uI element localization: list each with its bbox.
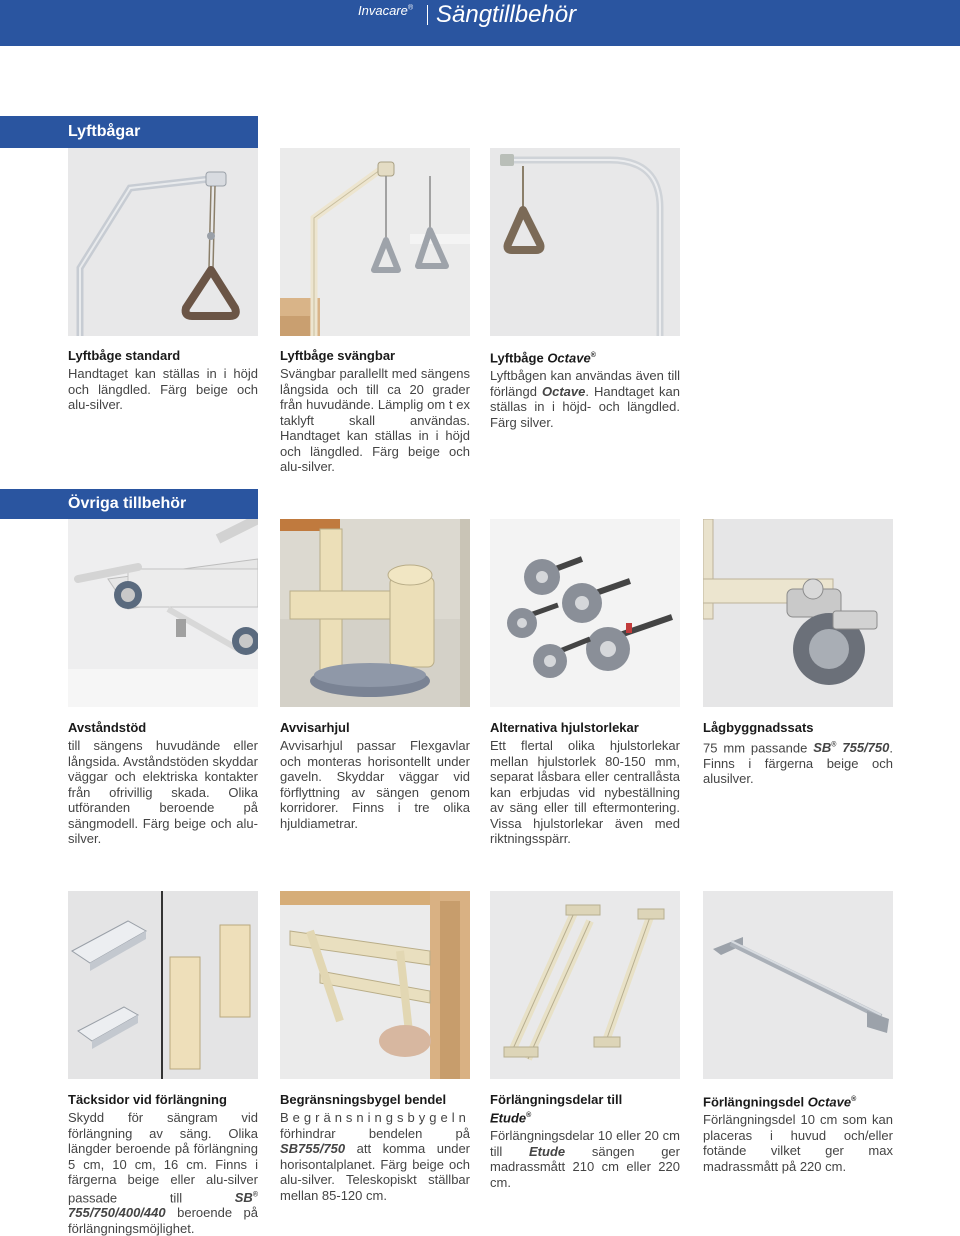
cover-panels-photo — [68, 891, 258, 1079]
product-limiting-bracket — [280, 1092, 470, 1203]
product-title: Avståndstöd — [68, 720, 147, 735]
product-cover-panels — [68, 1092, 258, 1236]
lift-pole-standard-photo — [68, 148, 258, 336]
limiting-bracket-photo — [280, 891, 470, 1079]
product-description: Begränsningsbygeln förhindrar bendelen på SB755/750 att komma under horisontalplanet. Färg beige och alu-silver. Teleskopiskt ställbar mellan 85-120 cm. — [280, 1110, 470, 1203]
product-title: Täcksidor vid förlängning — [68, 1092, 227, 1107]
section-heading-lift: Lyftbågar — [0, 116, 258, 148]
product-description: Förlängningsdelar 10 eller 20 cm till Etude sängen ger madrassmått 210 cm eller 220 cm. — [490, 1128, 680, 1190]
section-heading-other: Övriga tillbehör — [0, 489, 258, 519]
product-lift-pole-standard — [68, 348, 258, 413]
brand-name: Invacare® — [358, 3, 414, 18]
product-lift-pole-octave — [490, 348, 680, 430]
lift-pole-swing-photo — [280, 148, 470, 336]
product-title: Lyftbåge Octave® — [490, 350, 596, 366]
product-lift-pole-swing — [280, 348, 470, 475]
product-title: Begränsningsbygel bendel — [280, 1092, 447, 1107]
product-title: Avvisarhjul — [280, 720, 350, 735]
lift-pole-octave-photo — [490, 148, 680, 336]
product-description: Ett flertal olika hjulstorlekar mellan hjulstorlek 80-150 mm, separat låsbara eller centrallåsta kan erbjudas vid nybeställning av säng eller till eftermontering. Vissa hjulstorlekar även med riktningsspärr. — [490, 738, 680, 846]
product-description: Avvisarhjul passar Flexgavlar och monteras horisontellt under gaveln. Skyddar väggar vid förflyttning av sängen genom korridorer. Finns i tre olika hjuldiametrar. — [280, 738, 470, 831]
product-title: Alternativa hjulstorlekar — [490, 720, 639, 735]
product-description: Svängbar parallellt med sängens långsida och till ca 20 grader från huvudände. Lämplig om t ex taklyft skall användas. Handtaget kan ställas in i höjd och längdled. Färg beige och alu-silver. — [280, 366, 470, 474]
product-description: Handtaget kan ställas in i höjd och längdled. Färg beige och alu-silver. — [68, 366, 258, 412]
product-title: Lyftbåge svängbar — [280, 348, 396, 363]
extension-parts-photo — [490, 891, 680, 1079]
wall-spacer-photo — [68, 519, 258, 707]
castor-wheels-photo — [490, 519, 680, 707]
product-title: Förlängningsdel Octave® — [703, 1094, 857, 1110]
low-build-kit-photo — [703, 519, 893, 707]
product-description: Skydd för sängram vid förlängning av säng. Olika längder beroende på förlängning 5 cm, 10 cm, 16 cm. Finns i färgerna beige eller alu-silver passade till SB® 755/750/400/440 beroende på förlängningsmöjlighet. — [68, 1110, 258, 1236]
product-title: Förlängningsdelar till Etude® — [490, 1092, 623, 1126]
bumper-wheel-photo — [280, 519, 470, 707]
header-bar — [0, 0, 960, 46]
product-title: Lågbyggnadssats — [703, 720, 814, 735]
product-extension-parts — [490, 1092, 680, 1190]
product-wall-spacer — [68, 720, 258, 847]
product-castor-wheels — [490, 720, 680, 847]
product-bumper-wheel — [280, 720, 470, 831]
extension-part-octave-photo — [703, 891, 893, 1079]
product-extension-part-octave — [703, 1092, 893, 1174]
brand-divider — [427, 5, 428, 25]
product-low-build-kit — [703, 720, 893, 787]
product-description: Förlängningsdel 10 cm som kan placeras i huvud och/eller fotände vilket ger max madrassmått på 220 cm. — [703, 1112, 893, 1174]
product-description: till sängens huvudände eller långsida. Avståndstöden skyddar väggar och elektriska kontakter från ofrivillig skada. Olika utföranden beroende på sängmodell. Färg beige och alu-silver. — [68, 738, 258, 846]
product-description: 75 mm passande SB® 755/750. Finns i färgerna beige och alusilver. — [703, 740, 893, 787]
product-description: Lyftbågen kan användas även till förlängd Octave. Handtaget kan ställas in i höjd- och längdled. Färg silver. — [490, 368, 681, 430]
product-title: Lyftbåge standard — [68, 348, 181, 363]
page-title: Sängtillbehör — [436, 1, 577, 28]
